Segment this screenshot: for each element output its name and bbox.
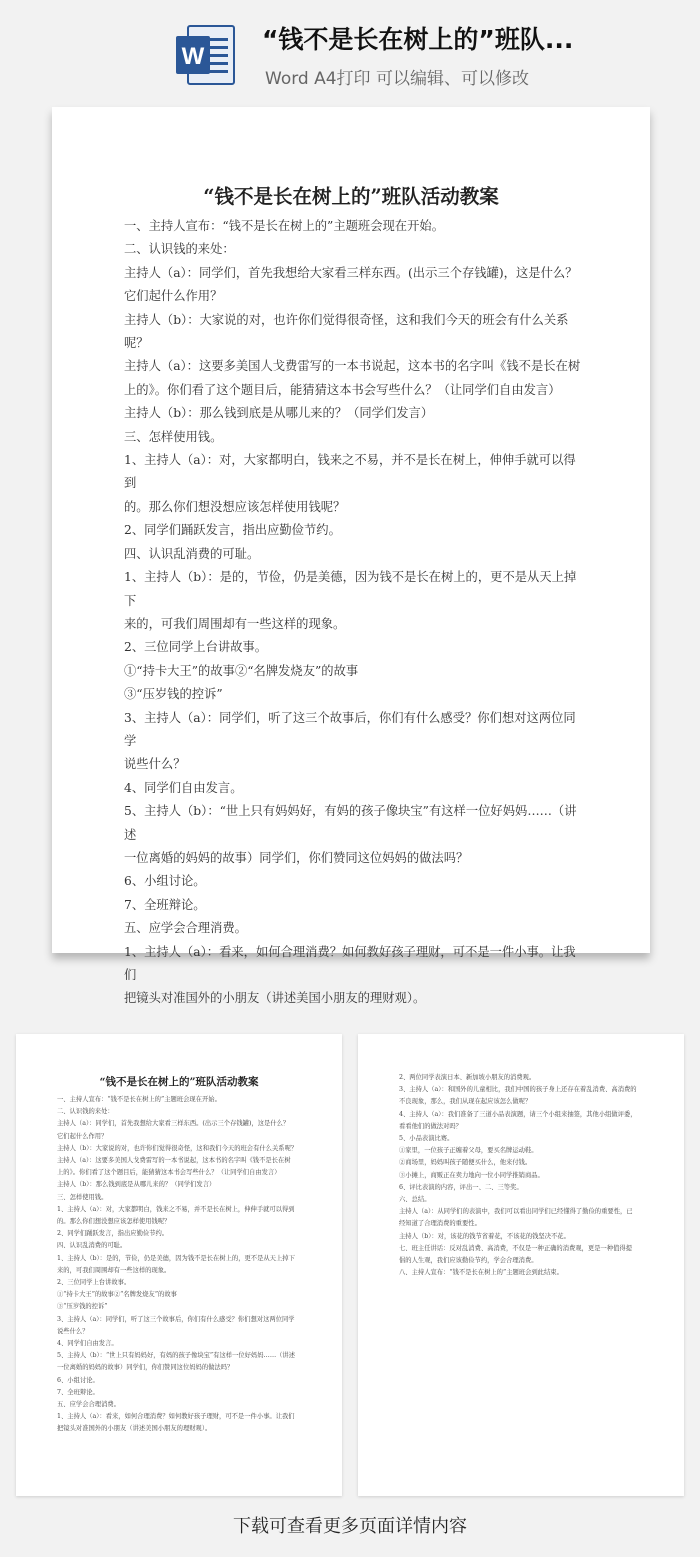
text-line: 的。那么你们想没想应该怎样使用钱呢？ bbox=[57, 1218, 171, 1226]
text-line: 五、应学会合理消费。 bbox=[124, 921, 247, 936]
text-line: 四、认识乱消费的可耻。 bbox=[57, 1242, 127, 1250]
text-line: 5、小品表演比赛。 bbox=[399, 1135, 454, 1143]
page-title: “钱不是长在树上的”班队活动教案 bbox=[203, 185, 499, 208]
text-line: 7、全班辩论。 bbox=[57, 1388, 99, 1396]
text-line: ③“压岁钱的控诉” bbox=[124, 687, 223, 702]
text-line: 七、班主任讲话：反对乱消费、高消费，不仅是一种正确的消费观，更是一种值得提 bbox=[399, 1244, 632, 1252]
text-line: 不良现象，那么，我们从现在起应该怎么做呢？ bbox=[399, 1098, 532, 1106]
text-line: 经知道了合理消费的重要性。 bbox=[399, 1220, 481, 1228]
text-line: 主持人（a）：从同学们的表演中，我们可以看出同学们已经懂得了勤俭的重要性，已 bbox=[399, 1208, 633, 1216]
text-line: 倡的人生观，我们应该勤俭节约，学会合理消费。 bbox=[399, 1257, 538, 1265]
document-title: “钱不是长在树上的”班队... bbox=[262, 25, 574, 54]
text-line: 6、小组讨论。 bbox=[57, 1376, 99, 1384]
text-line: 把镜头对准国外的小朋友（讲述美国小朋友的理财观）。 bbox=[57, 1425, 212, 1433]
text-line: 一位离婚的妈妈的故事）同学们，你们赞同这位妈妈的做法吗？ bbox=[57, 1364, 234, 1372]
text-line: 主持人（a）：同学们，首先我想给大家看三样东西。(出示三个存钱罐)，这是什么？ bbox=[57, 1120, 290, 1128]
text-line: 2、同学们踊跃发言，指出应勤俭节约。 bbox=[124, 523, 341, 538]
text-line: 八、主持人宣布：“钱不是长在树上的”主题班会到此结束。 bbox=[399, 1269, 563, 1277]
text-line: 1、主持人（a）：看来，如何合理消费？如何教好孩子理财，可不是一件小事。让我们 bbox=[57, 1413, 295, 1421]
text-line: 五、应学会合理消费。 bbox=[57, 1401, 120, 1409]
text-line: 主持人（a）：这要多美国人戈费雷写的一本书说起，这本书的名字叫《钱不是长在树 bbox=[57, 1157, 291, 1165]
text-line: 2、两位同学表演日本、新加坡小朋友的消费观。 bbox=[399, 1074, 536, 1081]
text-line: 上的》。你们看了这个题目后，能猜猜这本书会写些什么？（让同学们自由发言） bbox=[124, 382, 561, 397]
text-line: 一、主持人宣布：“钱不是长在树上的”主题班会现在开始。 bbox=[57, 1096, 221, 1103]
text-line: 2、三位同学上台讲故事。 bbox=[124, 640, 268, 655]
text-line: 的。那么你们想没想应该怎样使用钱呢？ bbox=[124, 499, 346, 514]
text-line: 说些什么？ bbox=[57, 1327, 89, 1335]
word-icon-letter: W bbox=[181, 43, 205, 70]
text-line: 4、同学们自由发言。 bbox=[124, 780, 243, 795]
text-line: ①“持卡大王”的故事②“名牌发烧友”的故事 bbox=[124, 663, 359, 678]
text-line: 3、主持人（a）：同学们，听了这三个故事后，你们有什么感受？你们想对这两位同学 bbox=[124, 710, 576, 748]
text-line: 2、同学们踊跃发言，指出应勤俭节约。 bbox=[57, 1230, 169, 1238]
download-more-text[interactable]: 下载可查看更多页面详情内容 bbox=[233, 1516, 467, 1537]
text-line: 二、认识钱的来处： bbox=[124, 242, 235, 257]
text-line: 上的》。你们看了这个题目后，能猜猜这本书会写些什么？（让同学们自由发言） bbox=[57, 1169, 281, 1177]
text-line: 7、全班辩论。 bbox=[124, 897, 206, 912]
text-line: 它们起什么作用？ bbox=[124, 289, 223, 304]
thumbnail-body bbox=[399, 1072, 661, 1279]
text-line: 主持人（b）：那么钱到底是从哪儿来的？（同学们发言） bbox=[124, 406, 434, 421]
header bbox=[0, 0, 700, 100]
text-line: 1、主持人（a）：对，大家都明白，钱来之不易，并不是长在树上，伸伸手就可以得到 bbox=[57, 1205, 295, 1213]
text-line: 四、认识乱消费的可耻。 bbox=[124, 546, 260, 561]
text-line: 4、主持人（a）：我们准备了三道小品表演题，请三个小组来抽签，其他小组做评委， bbox=[399, 1110, 637, 1118]
text-line: 主持人（a）：同学们，首先我想给大家看三样东西。(出示三个存钱罐)，这是什么？ bbox=[124, 265, 578, 280]
text-line: 说些什么？ bbox=[124, 757, 186, 772]
text-line: 1、主持人（a）：看来，如何合理消费？如何教好孩子理财，可不是一件小事。让我们 bbox=[124, 944, 576, 982]
text-line: ③“压岁钱的控诉” bbox=[57, 1303, 108, 1311]
text-line: 3、主持人（a）：同学们，听了这三个故事后，你们有什么感受？你们想对这两位同学 bbox=[57, 1315, 295, 1323]
text-line: 主持人（b）：大家说的对，也许你们觉得很奇怪，这和我们今天的班会有什么关系呢？ bbox=[57, 1144, 298, 1152]
page-thumbnail-2[interactable] bbox=[358, 1034, 684, 1496]
text-line: 它们起什么作用？ bbox=[57, 1132, 108, 1140]
text-line: 5、主持人（b）：“世上只有妈妈好，有妈的孩子像块宝”有这样一位好妈妈……（讲述 bbox=[124, 804, 577, 842]
text-line: 1、主持人（b）：是的，节俭，仍是美德，因为钱不是长在树上的，更不是从天上掉下 bbox=[57, 1254, 295, 1262]
text-line: 主持人（b）：大家说的对，也许你们觉得很奇怪，这和我们今天的班会有什么关系呢？ bbox=[124, 312, 569, 351]
text-line: 把镜头对准国外的小朋友（讲述美国小朋友的理财观）。 bbox=[124, 991, 426, 1006]
text-line: 1、主持人（b）：是的，节俭，仍是美德，因为钱不是长在树上的，更不是从天上掉下 bbox=[124, 570, 577, 608]
text-line: 三、怎样使用钱。 bbox=[57, 1193, 108, 1201]
text-line: 来的，可我们周围却有一些这样的现象。 bbox=[57, 1266, 171, 1274]
thumbnail-title: “钱不是长在树上的”班队活动教案 bbox=[99, 1076, 259, 1088]
text-line: 3、主持人（a）：和国外的儿童相比，我们中国的孩子身上还存在着乱消费、高消费的 bbox=[399, 1086, 637, 1094]
text-line: 三、怎样使用钱。 bbox=[124, 429, 223, 444]
text-line: ③小摊上，商贩正在卖力地向一位小同学推销商品。 bbox=[399, 1171, 544, 1179]
text-line: ②商场里，妈妈叫孩子随便买什么，他来付钱。 bbox=[399, 1159, 532, 1167]
text-line: 看看他们的做法对吗？ bbox=[399, 1122, 462, 1130]
thumbnail-body bbox=[57, 1094, 319, 1436]
document-subtitle: Word A4打印 可以编辑、可以修改 bbox=[265, 69, 529, 89]
text-line: 主持人（b）：那么钱到底是从哪儿来的？（同学们发言） bbox=[57, 1181, 216, 1189]
document-page-preview[interactable] bbox=[52, 107, 650, 1006]
text-line: 一、主持人宣布：“钱不是长在树上的”主题班会现在开始。 bbox=[124, 219, 444, 233]
text-line: 来的，可我们周围却有一些这样的现象。 bbox=[124, 616, 346, 631]
text-line: 主持人（b）：对，该花的钱节省着花，不该花的钱坚决不花。 bbox=[399, 1232, 570, 1240]
text-line: ①家里，一位孩子正缠着父母，要买名牌运动鞋。 bbox=[399, 1147, 538, 1155]
text-line: 4、同学们自由发言。 bbox=[57, 1340, 118, 1348]
text-line: 一位离婚的妈妈的故事）同学们，你们赞同这位妈妈的做法吗？ bbox=[124, 850, 469, 865]
text-line: 2、三位同学上台讲故事。 bbox=[57, 1279, 131, 1287]
word-document-icon bbox=[174, 22, 240, 88]
text-line: 主持人（a）：这要多美国人戈费雷写的一本书说起，这本书的名字叫《钱不是长在树 bbox=[124, 359, 581, 374]
text-line: ①“持卡大王”的故事②“名牌发烧友”的故事 bbox=[57, 1291, 177, 1299]
page-thumbnail-1[interactable] bbox=[16, 1034, 342, 1496]
text-line: 6、评比表演的内容，评出一、二、三等奖。 bbox=[399, 1183, 523, 1191]
text-line: 5、主持人（b）：“世上只有妈妈好，有妈的孩子像块宝”有这样一位好妈妈……（讲述 bbox=[57, 1352, 296, 1360]
text-line: 6、小组讨论。 bbox=[124, 874, 206, 889]
text-line: 二、认识钱的来处： bbox=[57, 1108, 114, 1116]
text-line: 1、主持人（a）：对，大家都明白，钱来之不易，并不是长在树上，伸伸手就可以得到 bbox=[124, 453, 576, 491]
text-line: 六、总结。 bbox=[399, 1196, 431, 1204]
page-body bbox=[124, 215, 584, 1011]
